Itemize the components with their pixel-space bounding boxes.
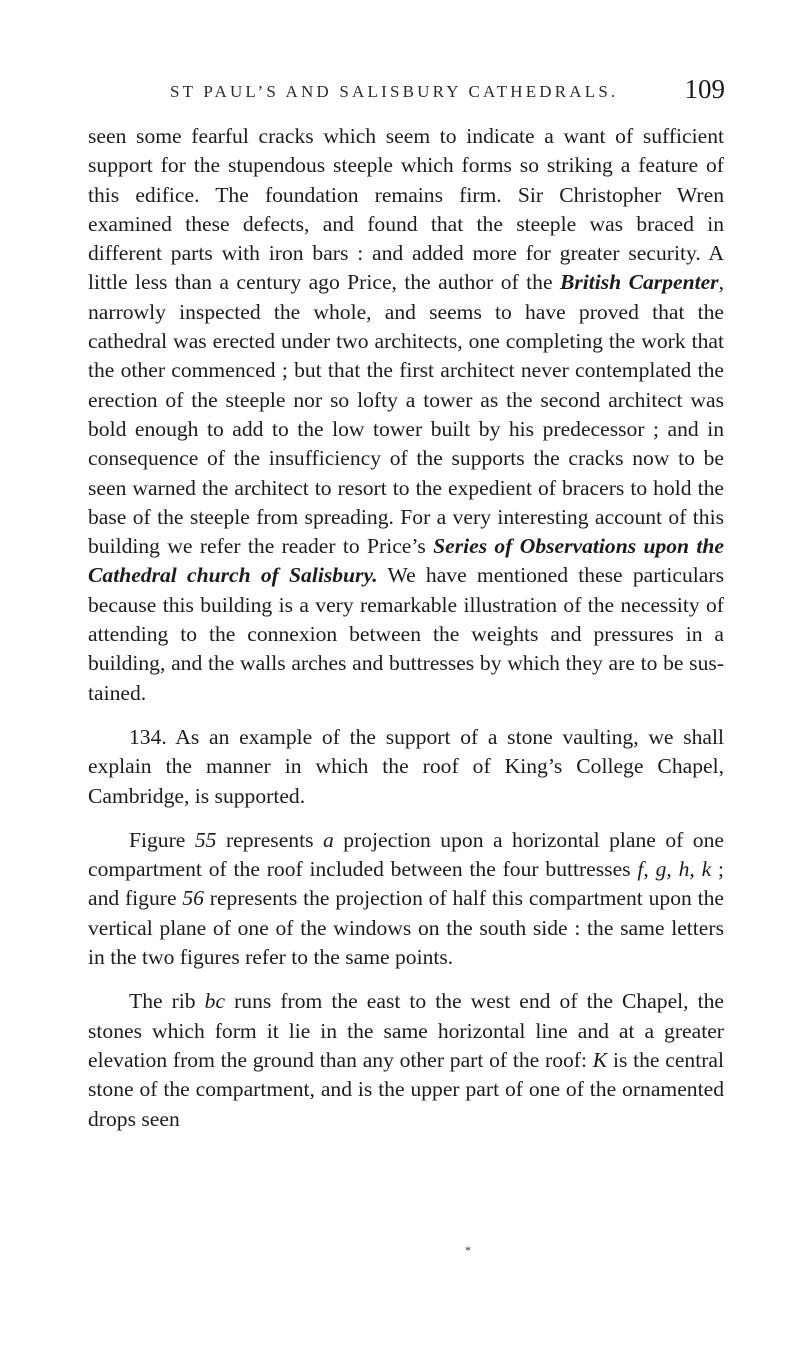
paragraph xyxy=(88,122,724,708)
text-run: Figure xyxy=(129,827,195,852)
text-run: seen some fearful cracks which seem to indicate a want of sufficient support for the stupendous steeple which forms so striking a feature of this edifice. The foundation remains firm. Sir Christopher Wren examined these defects, and found that the steeple was braced in different parts with iron bars : and added more for greater security. A little less than a century ago Price, the author of the xyxy=(88,124,724,295)
running-head xyxy=(140,74,725,114)
paragraph xyxy=(88,723,724,811)
text-run: The rib xyxy=(129,989,205,1014)
italic-text: k xyxy=(701,857,712,882)
page-number: 109 xyxy=(684,74,725,104)
italic-text: bc xyxy=(204,989,226,1014)
running-title: ST PAUL’S AND SALISBURY CATHEDRALS. xyxy=(170,82,619,101)
sheet-mark: * xyxy=(465,1243,471,1257)
italic-text: g xyxy=(655,857,667,882)
italic-text: 56 xyxy=(182,886,204,911)
italic-text: 55 xyxy=(194,827,217,852)
title-reference: Series of Observations upon the Cathedral church of Salisbury. xyxy=(88,534,724,588)
text-run: , narrowly inspected the whole, and seems to have proved that the cathedral was erected under two architects, one completing the work that the other commenced ; but that the first architect never contemplated the erection of the steeple nor so lofty a tower as the second architect was bold enough to add to the low tower built by his predecessor ; and in consequence of the insufficiency of the supports the cracks now to be seen warned the architect to resort to the expedient of bracers to hold the base of the steeple from spreading. For a very interesting account of this building we refer the reader to Price’s xyxy=(88,270,724,559)
italic-text: f xyxy=(637,857,644,882)
italic-text: K xyxy=(592,1047,608,1072)
text-run: represents the projection of half this compartment upon the vertical plane of one of the windows on the south side : the same letters in the two figures refer to the same points. xyxy=(88,886,724,970)
text-run: , xyxy=(643,857,656,882)
italic-text: a xyxy=(322,827,334,852)
text-run: projection upon a horizontal plane of one compartment of the roof included between the four buttresses xyxy=(88,827,724,882)
text-run: ; and figure xyxy=(88,857,725,911)
body-text xyxy=(88,122,724,1134)
text-run: runs from the east to the west end of the Chapel, the stones which form it lie in the same horizontal line and at a greater elevation from the ground than any other part of the roof: xyxy=(88,989,724,1072)
text-run: , xyxy=(666,857,679,882)
text-run: is the central stone of the compartment, and is the upper part of one of the ornamented drops seen xyxy=(88,1047,724,1131)
title-reference: British Carpenter xyxy=(559,270,719,295)
italic-text: h xyxy=(678,857,690,882)
paragraph xyxy=(88,987,724,1133)
text-run: 134. As an example of the support of a stone vaulting, we shall explain the manner in which the roof of King’s College Chapel, Cambridge, is supported. xyxy=(88,724,724,808)
paragraph xyxy=(88,826,724,972)
text-run: represents xyxy=(216,827,323,852)
text-run: We have mentioned these particulars because this building is a very remarkable illustration of the necessity of attending to the connexion between the weights and pressures in a building, and the walls arches and buttresses by which they are to be sustained. xyxy=(88,563,724,705)
text-run: , xyxy=(689,857,702,882)
